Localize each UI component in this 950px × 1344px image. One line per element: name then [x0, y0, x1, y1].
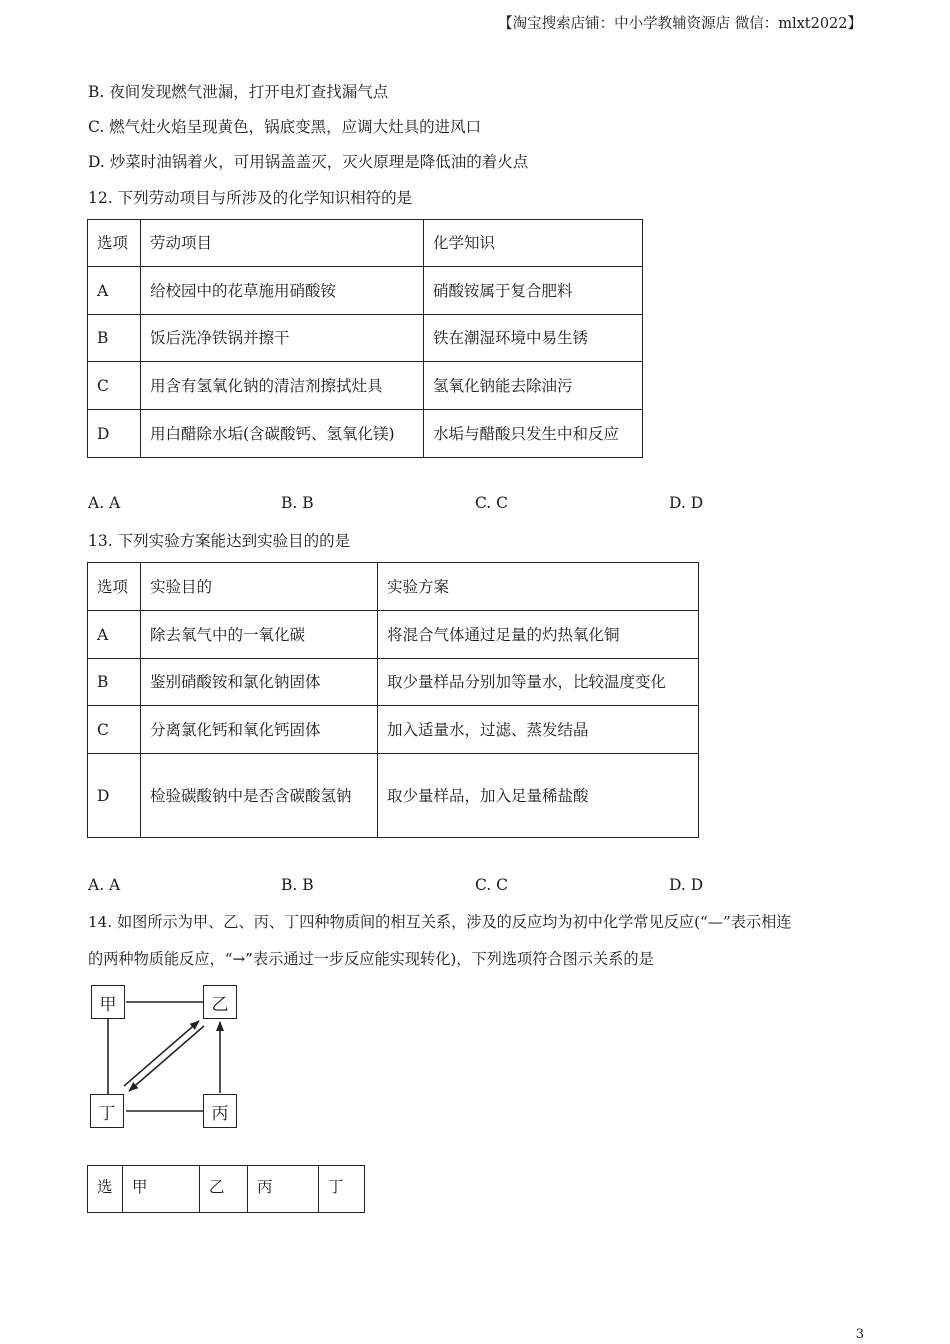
table-row: [88, 706, 699, 754]
table-cell: 检验碳酸钠中是否含碳酸氢钠: [141, 754, 378, 838]
q11-option-c: C. 燃气灶火焰呈现黄色，锅底变黑，应调大灶具的进风口: [88, 118, 482, 136]
table-cell: 用含有氢氧化钠的清洁剂擦拭灶具: [141, 362, 424, 410]
table-cell: 加入适量水，过滤、蒸发结晶: [378, 706, 699, 754]
q12-choice-a: A. A: [88, 494, 121, 512]
table-row: [88, 410, 643, 458]
table-cell: 取少量样品，加入足量稀盐酸: [378, 754, 699, 838]
table-row: [88, 1166, 365, 1213]
header-cell: 丁: [319, 1166, 365, 1213]
q11-option-d: D. 炒菜时油锅着火，可用锅盖盖灭，灭火原理是降低油的着火点: [88, 153, 529, 171]
table-cell: 将混合气体通过足量的灼热氧化铜: [378, 611, 699, 659]
q11-option-b: B. 夜间发现燃气泄漏，打开电灯查找漏气点: [88, 83, 389, 101]
q13-choice-a: A. A: [88, 876, 121, 894]
table-cell: 用白醋除水垢(含碳酸钙、氢氧化镁): [141, 410, 424, 458]
table-cell: 铁在潮湿环境中易生锈: [424, 315, 643, 362]
table-cell: C: [88, 706, 141, 754]
header-cell: 实验目的: [141, 563, 378, 611]
table-cell: 水垢与醋酸只发生中和反应: [424, 410, 643, 458]
header-cell: 丙: [248, 1166, 319, 1213]
table-cell: A: [88, 267, 141, 315]
q12-stem: 12. 下列劳动项目与所涉及的化学知识相符的是: [88, 189, 413, 207]
header-cell: 甲: [123, 1166, 200, 1213]
table-row: [88, 659, 699, 706]
table-cell: A: [88, 611, 141, 659]
table-cell: 分离氯化钙和氧化钙固体: [141, 706, 378, 754]
node-yi: 乙: [203, 985, 237, 1019]
q14-stem-line2: 的两种物质能反应，“→”表示通过一步反应能实现转化)，下列选项符合图示关系的是: [88, 950, 654, 968]
table-cell: 硝酸铵属于复合肥料: [424, 267, 643, 315]
table-row: [88, 563, 699, 611]
node-bing: 丙: [203, 1094, 237, 1128]
q12-choice-c: C. C: [475, 494, 509, 512]
q13-choice-c: C. C: [475, 876, 509, 894]
q12-choice-b: B. B: [281, 494, 314, 512]
page-header: 【淘宝搜索店铺：中小学教辅资源店 微信：mlxt2022】: [498, 16, 862, 32]
q13-choice-d: D. D: [669, 876, 704, 894]
table-cell: B: [88, 659, 141, 706]
q14-table: [87, 1165, 365, 1213]
header-cell: 劳动项目: [141, 220, 424, 267]
table-cell: C: [88, 362, 141, 410]
q13-choice-b: B. B: [281, 876, 314, 894]
q14-stem-line1: 14. 如图所示为甲、乙、丙、丁四种物质间的相互关系，涉及的反应均为初中化学常见反应(“—”表示相连: [88, 913, 792, 931]
table-cell: 取少量样品分别加等量水，比较温度变化: [378, 659, 699, 706]
table-cell: 鉴别硝酸铵和氯化钠固体: [141, 659, 378, 706]
table-row: [88, 315, 643, 362]
table-cell: 除去氧气中的一氧化碳: [141, 611, 378, 659]
q13-table: [87, 562, 699, 838]
table-cell: 饭后洗净铁锅并擦干: [141, 315, 424, 362]
table-cell: D: [88, 754, 141, 838]
node-jia: 甲: [91, 985, 125, 1019]
header-cell: 选项: [88, 220, 141, 267]
q12-choice-d: D. D: [669, 494, 704, 512]
table-row: [88, 611, 699, 659]
header-cell: 乙: [200, 1166, 248, 1213]
table-row: [88, 267, 643, 315]
header-cell: 选: [88, 1166, 123, 1213]
page-number: 3: [855, 1327, 864, 1342]
arrow-ding-to-yi: [124, 1021, 199, 1086]
header-cell: 选项: [88, 563, 141, 611]
arrow-yi-to-ding: [129, 1026, 204, 1091]
node-ding: 丁: [90, 1094, 124, 1128]
table-row: [88, 754, 699, 838]
table-cell: 给校园中的花草施用硝酸铵: [141, 267, 424, 315]
table-row: [88, 362, 643, 410]
q13-stem: 13. 下列实验方案能达到实验目的的是: [88, 532, 351, 550]
table-cell: D: [88, 410, 141, 458]
table-cell: B: [88, 315, 141, 362]
q12-table: [87, 219, 643, 458]
header-cell: 实验方案: [378, 563, 699, 611]
table-row: [88, 220, 643, 267]
header-cell: 化学知识: [424, 220, 643, 267]
table-cell: 氢氧化钠能去除油污: [424, 362, 643, 410]
